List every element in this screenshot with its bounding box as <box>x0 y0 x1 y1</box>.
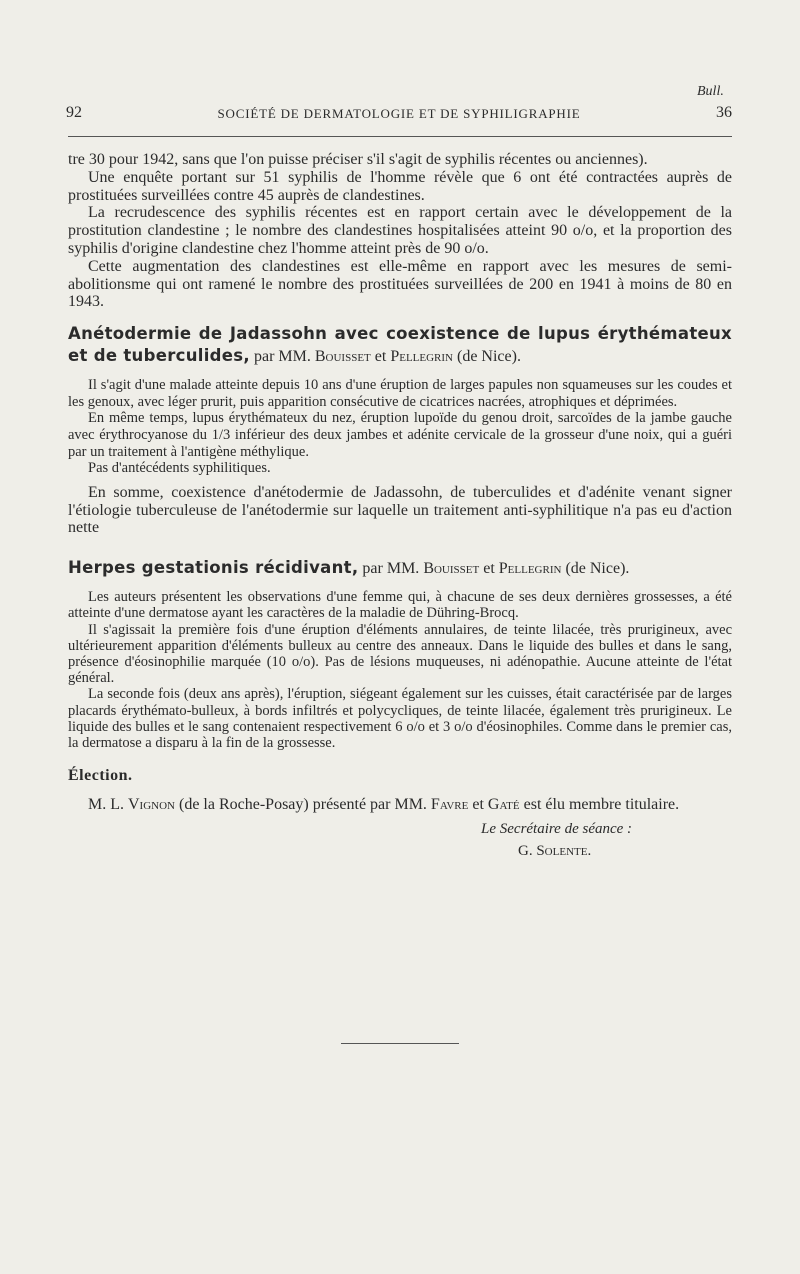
election-sponsor-2: Gaté <box>487 796 520 814</box>
election-prefix: M. L. <box>88 796 128 814</box>
intro-paragraph-3: La recrudescence des syphilis récentes est en rapport certain avec le développement de la prostitution clandestine ; le nombre des clandestines hospitalisées atteint 90 o/o, et la proportion des syphilis d'origine clandestine chez l'homme atteint près de 90 o/o. <box>68 204 732 257</box>
intro-paragraph-4: Cette augmentation des clandestines est elle-même en rapport avec les mesures de semi-abolitionsme qui ont ramené le nombre des prostituées surveillées de 200 en 1941 à moins de 80 en 1943. <box>68 257 732 311</box>
section-1-author-2: Pellegrin <box>390 348 453 366</box>
section-2-paragraph-2: Il s'agissait la première fois d'une éruption d'éléments annulaires, de teinte lilacée, très prurigineux, avec ultérieurement apparition d'éléments bulleux au centre des anneaux. Dans le liquide des bulles et dans le sang, présence d'éosinophilie marquée (10 o/o). Pas de lésions muqueuses, ni adénopathie. Aucune atteinte de l'état général. <box>68 621 732 687</box>
election-paragraph <box>68 796 732 814</box>
section-1-title: Anétodermie de Jadassohn avec coexistence de lupus érythémateux et de tuberculides, <box>68 324 732 366</box>
section-1-par: par MM. <box>249 348 315 366</box>
running-title: SOCIÉTÉ DE DERMATOLOGIE ET DE SYPHILIGRAPHIE <box>217 106 581 121</box>
section-1-author-1: Bouisset <box>314 348 371 366</box>
secretary-initial: G. <box>518 843 537 860</box>
section-1-heading <box>68 323 732 367</box>
section-2-par: par MM. <box>358 560 424 578</box>
section-2-author-1: Bouisset <box>423 560 480 578</box>
secretary-role: Le Secrétaire de séance : <box>481 821 633 838</box>
page-header <box>66 104 732 126</box>
section-1-paragraph-1: Il s'agit d'une malade atteinte depuis 10 ans d'une éruption de larges papules non squameuses sur les coudes et les genoux, avec léger prurit, puis apparition consécutive de cicatrices nacrées, atrophiques et déprimées. <box>68 377 732 410</box>
election-text-2: est élu membre titulaire. <box>519 796 680 814</box>
election-sponsor-1: Favre <box>430 796 469 814</box>
election-text-1: (de la Roche-Posay) présenté par MM. <box>175 796 431 814</box>
section-1-paragraph-2: En même temps, lupus érythémateux du nez, éruption lupoïde du genou droit, sarcoïdes de la jambe gauche avec érythrocyanose du 1/3 inférieur des deux jambes et adénite cervicale de la grosseur d'une noix, qui a guéri par un traitement à l'antigène méthylique. <box>68 410 732 460</box>
secretary-surname: Solente. <box>536 843 592 860</box>
section-2-paragraph-3: La seconde fois (deux ans après), l'éruption, siégeant également sur les cuisses, était caractérisée par de larges placards érythémato-bulleux, à bords infiltrés et polycycliques, de teinte lilacée, également très prurigineux. Le liquide des bulles et le sang contenaient respectivement 6 o/o et 3 o/o d'éosinophiles. Comme dans le premier cas, la dermatose a disparu à la fin de la grossesse. <box>68 686 732 751</box>
section-2-paragraph-1: Les auteurs présentent les observations d'une femme qui, à chacune de ses deux dernières grossesses, a été atteinte d'une dermatose ayant les caractères de la maladie de Dühring-Brocq. <box>68 589 732 622</box>
section-2-and: et <box>479 560 499 578</box>
volume-number: 36 <box>716 104 732 121</box>
section-2-title: Herpes gestationis récidivant, <box>68 558 359 578</box>
election-and: et <box>468 796 488 814</box>
section-1-place: (de Nice). <box>453 348 521 366</box>
spacer <box>68 367 732 377</box>
election-heading: Élection. <box>68 767 133 785</box>
intro-paragraph-2: Une enquête portant sur 51 syphilis de l'homme révèle que 6 ont été contractées auprès de prostituées surveillées contre 45 auprès de clandestines. <box>68 168 732 204</box>
section-1-and: et <box>370 348 391 366</box>
section-1-paragraph-4: En somme, coexistence d'anétodermie de Jadassohn, de tuberculides et d'adénite venant signer l'étiologie tuberculeuse de l'anétodermie sur laquelle un traitement anti-syphilitique n'a pas eu d'action nette <box>68 483 732 537</box>
spacer <box>68 579 732 589</box>
section-2-place: (de Nice). <box>561 560 630 578</box>
election-name: Vignon <box>128 796 175 814</box>
section-2-heading <box>68 557 732 579</box>
intro-paragraph-1: tre 30 pour 1942, sans que l'on puisse préciser s'il s'agit de syphilis récentes ou anciennes). <box>68 151 648 168</box>
bull-mark: Bull. <box>697 84 724 99</box>
header-rule <box>68 136 732 137</box>
section-1-paragraph-3: Pas d'antécédents syphilitiques. <box>88 460 271 477</box>
page-body <box>68 151 732 860</box>
section-2-author-2: Pellegrin <box>498 560 562 578</box>
page-number: 92 <box>66 104 82 121</box>
secretary-name <box>68 843 732 860</box>
end-rule <box>341 1043 459 1044</box>
